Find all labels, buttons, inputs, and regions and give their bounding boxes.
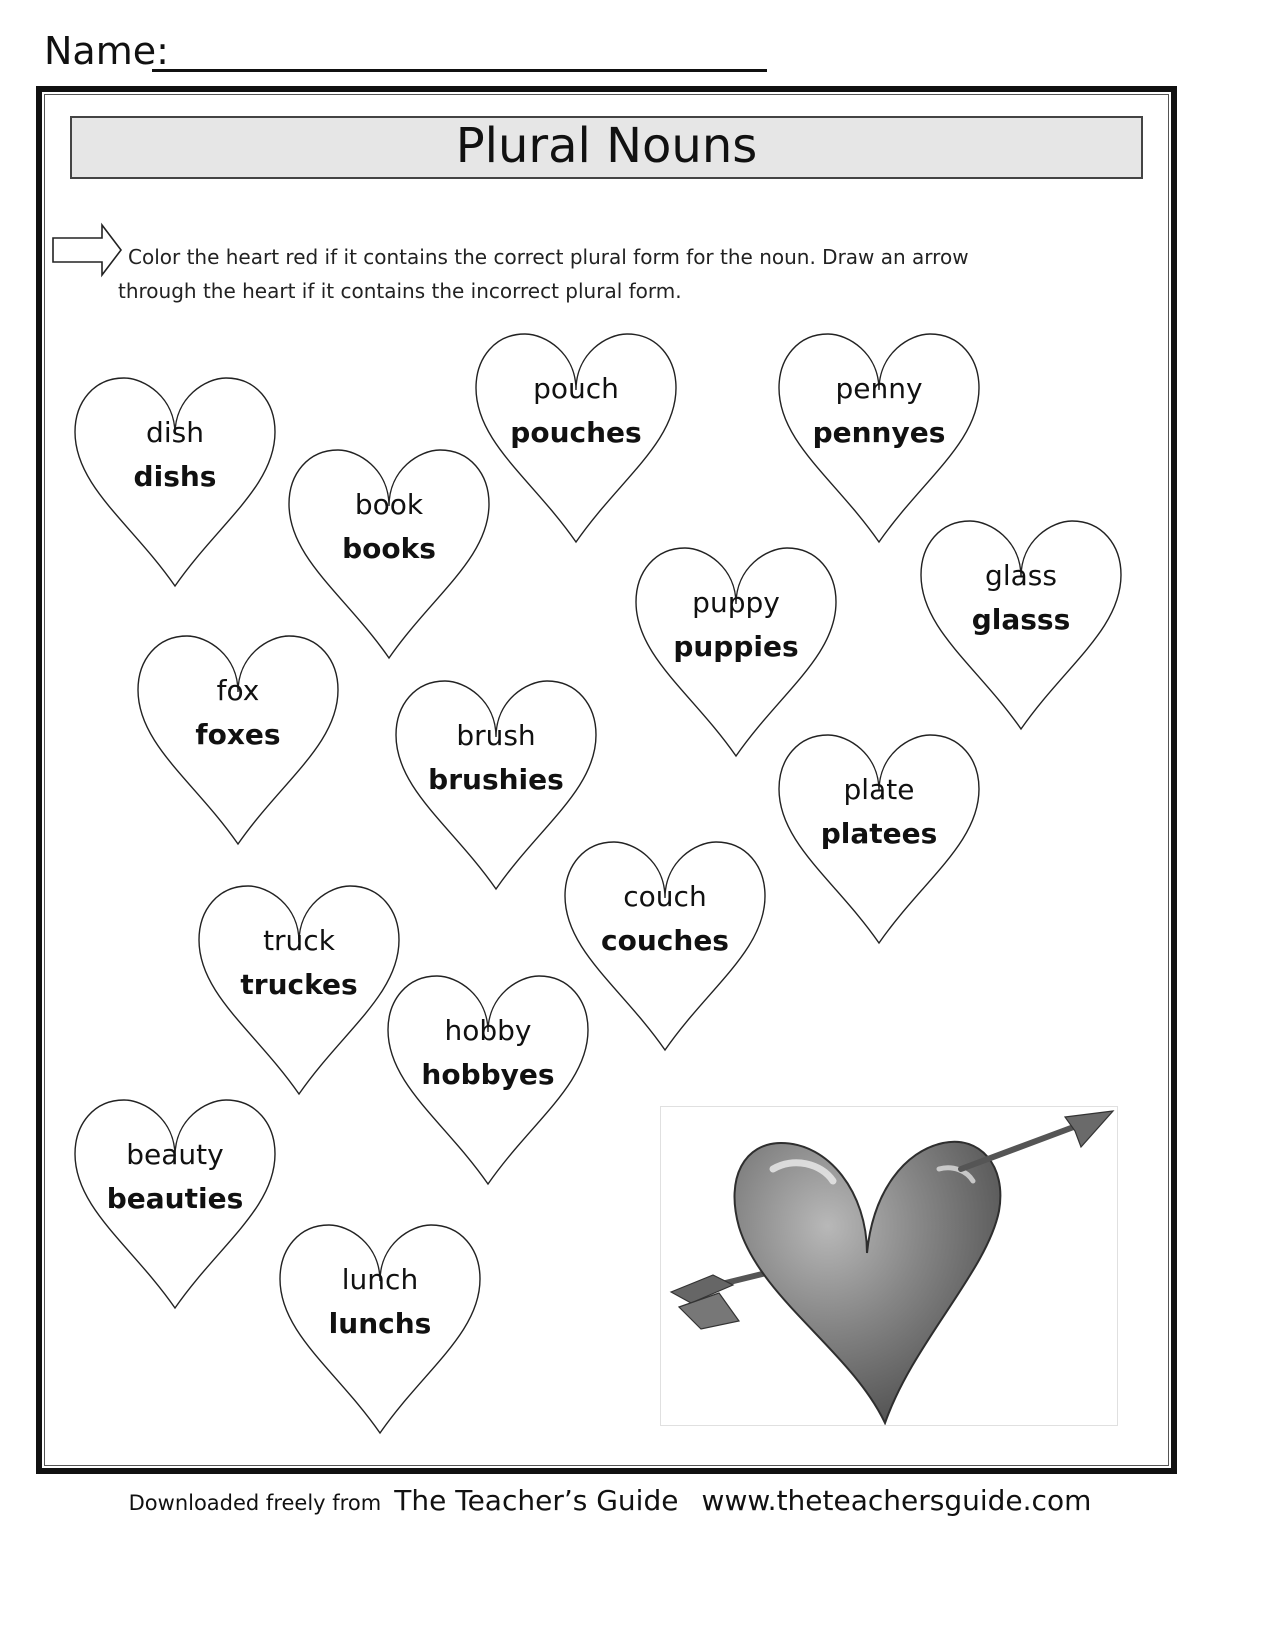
- heart-singular: puppy: [692, 586, 780, 619]
- heart-hobby[interactable]: [385, 972, 591, 1187]
- heart-singular: book: [354, 488, 424, 521]
- heart-plate[interactable]: [776, 731, 982, 946]
- heart-plural: brushies: [428, 763, 564, 796]
- heart-singular: brush: [456, 719, 536, 752]
- heart-plural: lunchs: [328, 1307, 432, 1340]
- heart-arrow-icon: [661, 1107, 1117, 1425]
- heart-singular: pouch: [533, 372, 619, 405]
- heart-singular: beauty: [126, 1138, 224, 1171]
- heart-plural: foxes: [195, 718, 281, 751]
- footer-url-link[interactable]: www.theteachersguide.com: [701, 1484, 1092, 1517]
- name-field[interactable]: [44, 26, 764, 76]
- heart-singular: glass: [985, 559, 1057, 592]
- heart-dish[interactable]: [72, 374, 278, 589]
- heart-plural: couches: [601, 924, 729, 957]
- heart-singular: truck: [263, 924, 335, 957]
- heart-plural: puppies: [673, 630, 799, 663]
- heart-plural: truckes: [240, 968, 358, 1001]
- heart-pouch[interactable]: [473, 330, 679, 545]
- heart-singular: plate: [843, 773, 915, 806]
- heart-plural: books: [342, 532, 436, 565]
- footer-prefix: Downloaded freely from: [128, 1491, 382, 1515]
- heart-plural: pouches: [510, 416, 642, 449]
- heart-with-arrow-picture: [660, 1106, 1118, 1426]
- heart-glass[interactable]: [918, 517, 1124, 732]
- heart-singular: penny: [835, 372, 923, 405]
- heart-plural: dishs: [133, 460, 217, 493]
- name-label: Name:: [44, 29, 169, 73]
- heart-singular: lunch: [341, 1263, 419, 1296]
- right-arrow-icon: [50, 222, 124, 278]
- heart-couch[interactable]: [562, 838, 768, 1053]
- page-title: Plural Nouns: [70, 116, 1143, 179]
- heart-plural: glasss: [971, 603, 1071, 636]
- heart-plural: pennyes: [812, 416, 946, 449]
- instructions-line-2: through the heart if it contains the incorrect plural form.: [118, 279, 682, 303]
- heart-plural: platees: [820, 817, 938, 850]
- heart-singular: fox: [216, 674, 260, 707]
- footer: [0, 1484, 1220, 1517]
- heart-plural: beauties: [106, 1182, 244, 1215]
- heart-lunch[interactable]: [277, 1221, 483, 1436]
- heart-singular: couch: [623, 880, 707, 913]
- heart-truck[interactable]: [196, 882, 402, 1097]
- heart-penny[interactable]: [776, 330, 982, 545]
- heart-beauty[interactable]: [72, 1096, 278, 1311]
- heart-plural: hobbyes: [421, 1058, 555, 1091]
- footer-brand: The Teacher’s Guide: [394, 1484, 679, 1517]
- instructions-line-1: Color the heart red if it contains the correct plural form for the noun. Draw an arrow: [128, 245, 969, 269]
- heart-puppy[interactable]: [633, 544, 839, 759]
- heart-singular: dish: [146, 416, 204, 449]
- instructions: [118, 240, 1108, 308]
- heart-book[interactable]: [286, 446, 492, 661]
- heart-singular: hobby: [444, 1014, 532, 1047]
- heart-fox[interactable]: [135, 632, 341, 847]
- name-underline[interactable]: [152, 69, 767, 72]
